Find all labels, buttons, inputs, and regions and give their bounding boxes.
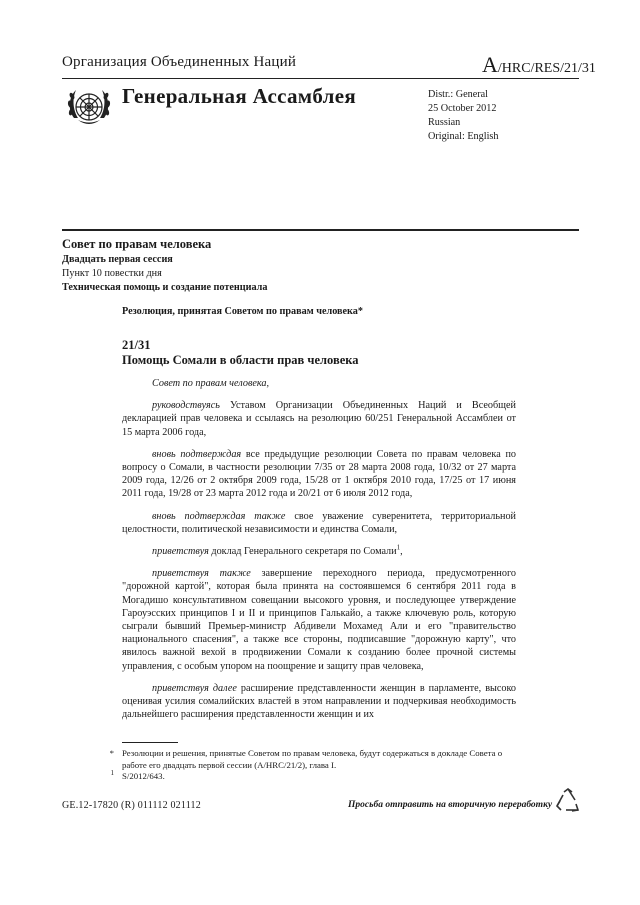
paragraph — [122, 448, 516, 501]
footnote-text: S/2012/643. — [122, 771, 165, 781]
footnote-mark — [96, 771, 122, 783]
paragraph-text: доклад Генерального секретаря по Сомали — [208, 546, 397, 558]
organization-name: Организация Объединенных Наций — [62, 54, 297, 70]
resolution-number: 21/31 — [122, 338, 151, 352]
council-name: Совет по правам человека — [62, 237, 212, 251]
paragraph-text: свое уважение суверенитета, территориальной целостности, политической независимости и единства Сомали, — [122, 510, 517, 535]
paragraph — [122, 545, 516, 558]
footnote-rule — [122, 742, 178, 743]
footnote-text: Резолюции и решения, принятые Советом по правам человека, будут содержаться в докладе Совета о работе его двадцать первой сессии (A/HRC/21/2), глава I. — [122, 748, 503, 770]
paragraph-text: Уставом Организации Объединенных Наций и Всеобщей декларацией прав человека и ссылаясь на резолюцию 60/251 Генеральной Ассамблеи от 15 марта 2006 года, — [122, 400, 516, 438]
paragraph-lead: приветствуя далее — [152, 682, 237, 694]
paragraph-lead: вновь подтверждая — [152, 448, 242, 460]
paragraph-text: завершение переходного периода, предусмотренного "дорожной картой", которая была принята на состоявшемся 6 сентября 2011 года в Могадишо консультативном совещании высокого уровня, и последующее утверждение Гароуэсских принципов I и II и принципов Галькайо, а также ключевую роль, которую сыграли бывший Премьер-министр Абдивели Мохамед Али и его "правительство национального спасения", а также все стороны, подписавшие "дорожную карту", что явилось важной вехой в продвижении Сомали к созданию более прочной системы управления, с особым упором на поощрение и защиту прав человека, — [122, 568, 516, 672]
resolution-heading — [122, 338, 359, 368]
paragraph-tail: , — [400, 546, 403, 558]
paragraph-lead: Совет по правам человека, — [152, 378, 270, 389]
document-symbol — [482, 52, 596, 78]
session-block — [62, 236, 268, 295]
distribution-block — [428, 88, 498, 144]
un-emblem-icon — [64, 82, 114, 132]
resolution-title: Помощь Сомали в области прав человека — [122, 353, 359, 367]
recycle-notice: Просьба отправить на вторичную переработку — [348, 800, 553, 810]
paragraph-text: все предыдущие резолюции Совета по правам человека по вопросу о Сомали, в частности резолюции 7/35 от 28 марта 2008 года, 10/32 от 27 марта 2009 года, 12/26 от 2 октября 2009 года, 15/28 от 1 октября 2010 года, 17/25 от 17 июня 2011 года, 19/28 от 23 марта 2012 года и 20/21 от 6 июля 2012 года, — [122, 448, 516, 500]
footnotes — [96, 748, 516, 783]
footnote-mark: * — [109, 748, 114, 758]
session-number: Двадцать первая сессия — [62, 254, 173, 265]
paragraph-lead: приветствуя — [152, 546, 209, 558]
resolution-note: Резолюция, принятая Советом по правам человека* — [122, 306, 363, 317]
paragraph — [122, 510, 516, 536]
paragraph — [122, 377, 516, 390]
distr-original: Original: English — [428, 131, 499, 142]
paragraph — [122, 399, 516, 439]
distr-date: 25 October 2012 — [428, 103, 497, 114]
paragraph-lead: приветствуя также — [152, 568, 251, 580]
paragraph — [122, 567, 516, 673]
document-number: GE.12-17820 (R) 011112 021112 — [62, 800, 201, 811]
paragraph — [122, 682, 516, 722]
symbol-letter: A — [482, 52, 498, 77]
footnote — [96, 748, 516, 771]
resolution-body — [122, 377, 516, 730]
assembly-title: Генеральная Ассамблея — [122, 84, 357, 108]
agenda-item: Пункт 10 повестки дня — [62, 268, 162, 279]
paragraph-lead: руководствуясь — [152, 400, 220, 412]
footnote-ref: 1 — [396, 543, 401, 552]
footnote — [96, 771, 516, 783]
session-rule — [62, 229, 579, 231]
paragraph-lead: вновь подтверждая также — [152, 510, 286, 522]
agenda-title: Техническая помощь и создание потенциала — [62, 282, 268, 293]
footnote-mark-sup: 1 — [110, 769, 114, 778]
distr-line: Distr.: General — [428, 89, 488, 100]
distr-language: Russian — [428, 117, 461, 128]
symbol-rest: /HRC/RES/21/31 — [497, 61, 596, 76]
header-rule — [62, 78, 579, 79]
paragraph-text: расширение представленности женщин в парламенте, высоко оценивая усилия сомалийских властей в этом направлении и подчеркивая необходимость дальнейшего расширения представленности женщин и их — [122, 682, 516, 721]
recycle-icon — [556, 788, 580, 814]
